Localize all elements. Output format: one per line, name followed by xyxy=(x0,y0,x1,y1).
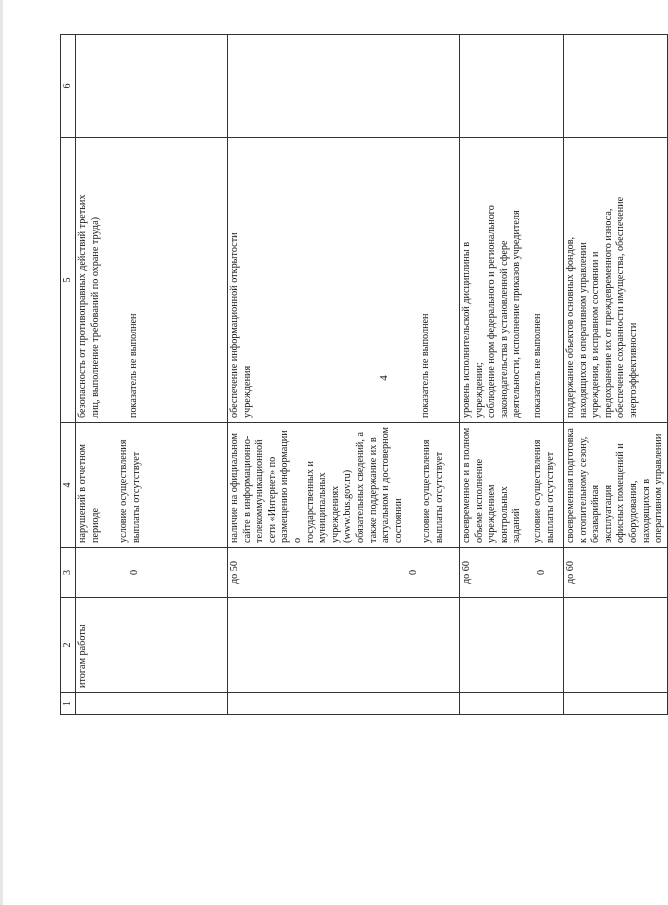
cell-col4 xyxy=(76,423,228,548)
indicator-not-met-text: показатель не выполнен xyxy=(128,313,140,418)
condition-text: наличие на официальном сайте в информационно- телекоммуникационной сети «Интернет» по размещению информации о государственных и муниципальных учреждениях (www.bus.gov.ru) обязательных сведений, а также поддержание их в актуальном и достоверном состоянии xyxy=(229,427,404,543)
cell-col1 xyxy=(564,693,668,715)
cell-col1 xyxy=(460,693,564,715)
header-cell-5: 5 xyxy=(61,138,76,423)
cell-col3-value: 0 xyxy=(535,569,547,576)
cell-col3 xyxy=(460,548,564,598)
cell-col2 xyxy=(460,598,564,693)
header-cell-2: 2 xyxy=(61,598,76,693)
cell-col6 xyxy=(228,35,460,138)
scan-edge xyxy=(0,0,3,905)
table-row xyxy=(76,35,228,715)
cell-col6 xyxy=(76,35,228,138)
header-cell-1: 1 xyxy=(61,693,76,715)
indicator-not-met-text: показатель не выполнен xyxy=(531,313,543,418)
condition-text: своевременное и в полном объеме исполнение учреждением контрольных заданий xyxy=(461,427,523,543)
header-cell-3: 3 xyxy=(61,548,76,598)
condition-absent-text: условие осуществления выплаты отсутствует xyxy=(118,439,142,543)
cell-col5 xyxy=(228,138,460,423)
cell-col3-value: 0 xyxy=(407,569,419,576)
cell-col4 xyxy=(228,423,460,548)
cell-col2: итогам работы xyxy=(76,598,228,693)
max-points: до 60 xyxy=(565,561,576,585)
criteria-table xyxy=(60,34,668,715)
cell-col4 xyxy=(460,423,564,548)
cell-col6 xyxy=(564,35,668,138)
condition-absent-text: условие осуществления выплаты отсутствует xyxy=(421,439,445,543)
cell-col4 xyxy=(564,423,668,548)
cell-col5 xyxy=(460,138,564,423)
condition-text: нарушений в отчетном периоде xyxy=(77,444,101,543)
header-cell-6: 6 xyxy=(61,35,76,138)
cell-col2 xyxy=(228,598,460,693)
cell-col1 xyxy=(76,693,228,715)
cell-col2 xyxy=(564,598,668,693)
page-number: 4 xyxy=(377,375,390,381)
indicator-text: обеспечение информационной открытости учреждения xyxy=(229,232,253,418)
table-row xyxy=(564,35,668,715)
max-points: до 60 xyxy=(461,561,472,585)
cell-col3 xyxy=(228,548,460,598)
cell-col3 xyxy=(76,548,228,598)
indicator-text: поддержание объектов основных фондов, находящихся в оперативном управлении учреждения, в исправном состоянии и предохранение их от преждевременного износа, обеспечение сохранности имущества, обеспечение энергоэффективности xyxy=(565,196,639,418)
indicator-text: уровень исполнительской дисциплины в учреждении; соблюдение норм федерального и регионального законодательства в установленной сфере деятельности, исполнение приказов учредителя xyxy=(461,205,523,418)
max-points: до 50 xyxy=(229,561,240,585)
cell-col5 xyxy=(76,138,228,423)
cell-col5 xyxy=(564,138,668,423)
cell-col3-value: 0 xyxy=(129,569,140,576)
condition-absent-text: условие осуществления выплаты отсутствует xyxy=(531,439,556,543)
table-header-row xyxy=(61,35,76,715)
cell-col3 xyxy=(564,548,668,598)
cell-col6 xyxy=(460,35,564,138)
indicator-not-met-text: показатель не выполнен xyxy=(420,313,432,418)
table-row xyxy=(460,35,564,715)
condition-text: своевременная подготовка к отопительному сезону, безаварийная эксплуатация офисных помещений и оборудования, находящихся в оперативном управлении xyxy=(565,428,665,543)
rotated-table-container xyxy=(60,35,665,715)
indicator-text: безопасность от противоправных действий третьих лиц, выполнение требований по охране труда) xyxy=(77,194,101,418)
cell-col1 xyxy=(228,693,460,715)
header-cell-4: 4 xyxy=(61,423,76,548)
table-row xyxy=(228,35,460,715)
